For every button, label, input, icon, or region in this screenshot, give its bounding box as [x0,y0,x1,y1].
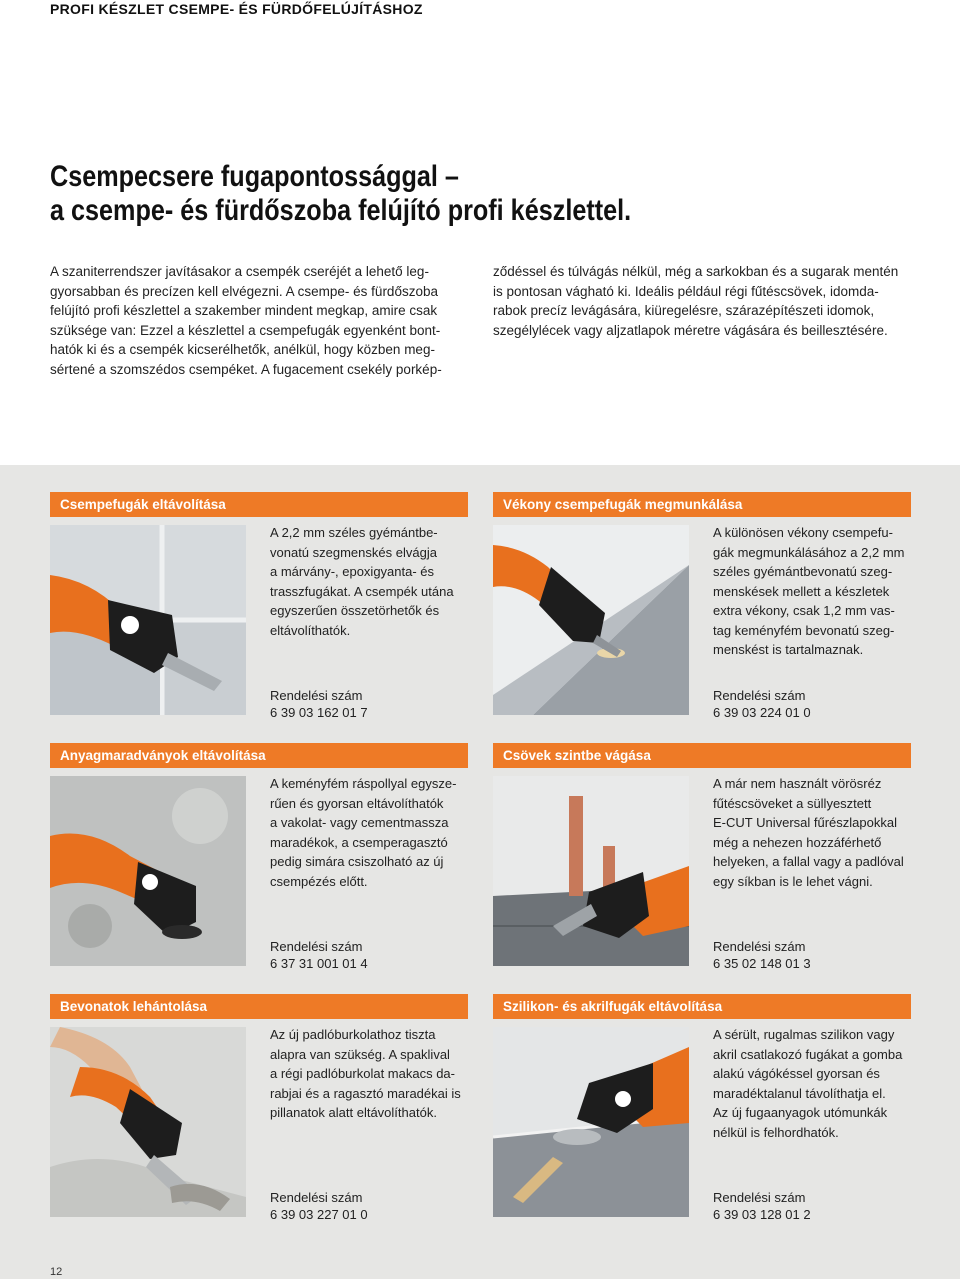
order-number: 6 39 03 128 01 2 [713,1207,811,1222]
description-line: gák megmunkálásához a 2,2 mm [713,544,905,560]
description-line: E-CUT Universal fűrészlapokkal [713,815,897,830]
description-line: alakú vágókéssel gyorsan és [713,1066,880,1081]
order-info [713,1189,811,1223]
order-info [713,938,811,972]
description-line: rűen és gyorsan eltávolíthatók [270,795,444,811]
description-line: a vakolat- vagy cementmassza [270,815,449,830]
running-header: PROFI KÉSZLET CSEMPE- ÉS FÜRDŐFELÚJÍTÁSHOZ [50,1,423,17]
description-line: tag keményfém bevonatú szeg- [713,622,895,638]
section-description [713,774,904,891]
section-title-bar: Bevonatok lehántolása [50,994,468,1019]
intro-column-left [50,262,470,380]
page-title [50,160,772,228]
description-line: A 2,2 mm széles gyémántbe- [270,525,438,540]
multitool-thin-joint-photo [493,525,689,715]
description-line: A különösen vékony csempefu- [713,525,893,540]
description-line: Az új fugaanyagok utómunkák [713,1105,888,1120]
description-line: akril csatlakozó fugákat a gomba [713,1046,903,1062]
order-number: 6 35 02 148 01 3 [713,956,811,971]
multitool-pipe-cut-photo [493,776,689,966]
intro-line: gyorsabban és precízen kell elvégezni. A csempe- és fürdőszoba [50,283,438,299]
page-title-line-1: Csempecsere fugapontossággal – [50,160,459,193]
section-title-bar: Csövek szintbe vágása [493,743,911,768]
description-line: a régi padlóburkolat makacs da- [270,1066,455,1081]
intro-column-right [493,262,913,340]
description-line: vonatú szegmenskés elvágja [270,544,437,560]
intro-line: felújító profi készlettel a szakember mindent megkap, amire csak [50,303,438,319]
section-description [270,774,456,891]
description-line: fűtéscsöveket a süllyesztett [713,795,872,811]
section-title-bar: Szilikon- és akrilfugák eltávolítása [493,994,911,1019]
description-line: Az új padlóburkolathoz tiszta [270,1027,436,1042]
order-label: Rendelési szám [270,688,363,703]
order-label: Rendelési szám [713,688,806,703]
description-line: rabjai és a ragasztó maradékai is [270,1085,461,1101]
section-title-bar: Vékony csempefugák megmunkálása [493,492,911,517]
section-title-bar: Csempefugák eltávolítása [50,492,468,517]
order-label: Rendelési szám [270,939,363,954]
description-line: trasszfugákat. A csempék utána [270,583,454,599]
section-title-bar: Anyagmaradványok eltávolítása [50,743,468,768]
order-info [270,687,368,721]
description-line: eltávolíthatók. [270,622,351,638]
description-line: széles gyémántbevonatú szeg- [713,564,893,579]
description-line: helyeken, a fallal vagy a padlóval [713,854,904,869]
description-line: A keményfém ráspollyal egysze- [270,776,457,791]
order-label: Rendelési szám [713,939,806,954]
order-number: 6 39 03 227 01 0 [270,1207,368,1222]
section-description [270,1025,461,1123]
page-title-line-2: a csempe- és fürdőszoba felújító profi készlettel. [50,194,632,227]
intro-line: sértené a szomszédos csempéket. A fugacement csekély porkép- [50,361,442,377]
order-info [713,687,811,721]
intro-line: ződéssel és túlvágás nélkül, még a sarkokban és a sugarak mentén [493,264,899,279]
intro-line: szüksége van: Ezzel a készlettel a csempefugák egyenként bont- [50,322,441,338]
description-line: egyszerűen összetörhetők és [270,603,440,618]
multitool-rasp-photo [50,776,246,966]
order-number: 6 39 03 224 01 0 [713,705,811,720]
description-line: csempézés előtt. [270,873,368,889]
order-label: Rendelési szám [270,1190,363,1205]
intro-line: hatók ki és a csempék kicserélhetők, anélkül, hogy közben meg- [50,342,435,358]
description-line: A már nem használt vörösréz [713,776,882,791]
order-info [270,938,368,972]
intro-line: szegélylécek vagy aljzatlapok méretre vágására és beillesztésére. [493,322,888,338]
section-description [713,1025,902,1142]
order-number: 6 37 31 001 01 4 [270,956,368,971]
intro-line: A szaniterrendszer javításakor a csempék cseréjét a lehető leg- [50,264,429,279]
multitool-tile-joint-photo [50,525,246,715]
multitool-silicone-photo [493,1027,689,1217]
description-line: A sérült, rugalmas szilikon vagy [713,1027,895,1042]
order-label: Rendelési szám [713,1190,806,1205]
section-description [270,523,454,640]
description-line: maradéktalanul távolíthatja el. [713,1085,886,1101]
section-description [713,523,904,660]
description-line: a márvány-, epoxigyanta- és [270,564,435,579]
multitool-scraper-photo [50,1027,246,1217]
order-info [270,1189,368,1223]
description-line: extra vékony, csak 1,2 mm vas- [713,603,895,618]
description-line: maradékok, a csemperagasztó [270,834,448,850]
description-line: pedig simára csiszolható az új [270,854,444,869]
description-line: menskések mellett a készletek [713,583,890,599]
description-line: menskést is tartalmaznak. [713,642,864,657]
intro-line: is pontosan vágható ki. Ideális például régi fűtéscsövek, idomda- [493,283,879,299]
intro-line: rabok precíz levágására, kiüregelésre, szárazépítészeti idomok, [493,303,875,319]
description-line: nélkül is felhordhatók. [713,1124,839,1140]
description-line: még a nehezen hozzáférhető [713,834,882,850]
description-line: egy síkban is le lehet vágni. [713,873,873,889]
description-line: pillanatok alatt eltávolíthatók. [270,1105,437,1120]
description-line: alapra van szükség. A spaklival [270,1046,450,1062]
page-number: 12 [50,1266,63,1278]
order-number: 6 39 03 162 01 7 [270,705,368,720]
